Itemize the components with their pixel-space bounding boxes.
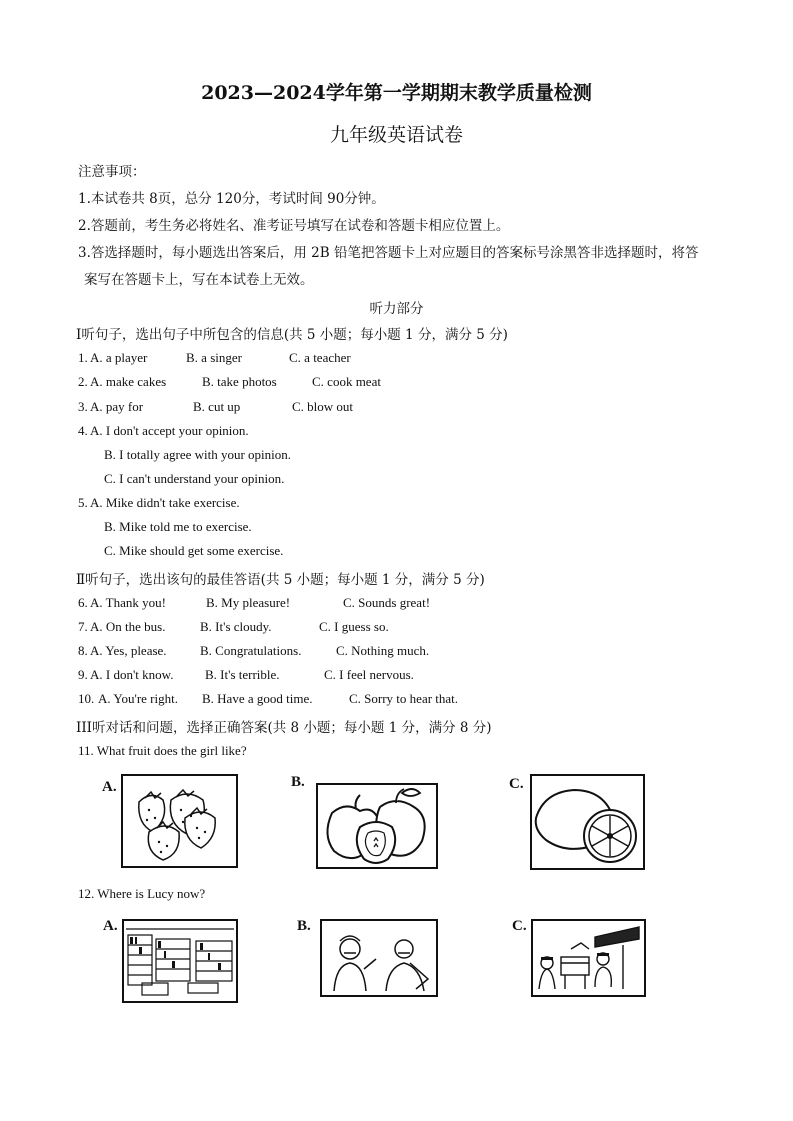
section-title: 听力部分 (369, 301, 424, 317)
hospital-image (320, 919, 438, 997)
page-title: 2023—2024学年第一学期期末教学质量检测 (201, 82, 592, 104)
option-c: C. I feel nervous. (324, 667, 414, 682)
option-a: A. Yes, please. (90, 643, 167, 658)
option-b-label: B. (297, 918, 311, 934)
option-c: C. Sorry to hear that. (349, 691, 459, 706)
question-number: 1. (78, 350, 88, 365)
option-a-label: A. (102, 779, 117, 795)
option-a-label: A. (103, 918, 118, 934)
option-a: A. You're right. (98, 691, 178, 706)
strawberries-image (121, 774, 238, 868)
note-item: 1.本试卷共 8页，总分 120分，考试时间 90分钟。 (78, 191, 385, 207)
note-item: 3.答选择题时，每小题选出答案后，用 2B 铅笔把答题卡上对应题目的答案标号涂黑答非选择题时，将答 (78, 245, 699, 261)
option-c: C. blow out (292, 399, 354, 414)
option-b: B. It's terrible. (205, 667, 280, 682)
option-c: C. I can't understand your opinion. (104, 471, 285, 486)
question-number: 6. (78, 595, 88, 610)
option-b: B. take photos (202, 374, 277, 389)
option-b-label: B. (291, 774, 305, 790)
question-11: 11. What fruit does the girl like? (78, 743, 247, 758)
option-c-label: C. (512, 918, 527, 934)
option-c: C. a teacher (289, 350, 351, 365)
option-c: C. Sounds great! (343, 595, 431, 610)
question-number: 7. (78, 619, 88, 634)
question-number: 4. (78, 423, 88, 438)
part1-heading: Ⅰ听句子，选出句子中所包含的信息(共 5 小题；每小题 1 分，满分 5 分) (76, 327, 508, 343)
option-b: B. cut up (193, 399, 241, 414)
notes-heading: 注意事项： (78, 164, 146, 180)
option-a: A. make cakes (90, 374, 167, 389)
option-c: C. I guess so. (319, 619, 389, 634)
option-b: B. Have a good time. (202, 691, 313, 706)
question-number: 10. (78, 691, 95, 706)
option-b: B. Congratulations. (200, 643, 302, 658)
note-item: 2.答题前，考生务必将姓名、准考证号填写在试卷和答题卡相应位置上。 (78, 218, 510, 234)
option-b: B. Mike told me to exercise. (104, 519, 252, 534)
question-number: 5. (78, 495, 88, 510)
option-b: B. a singer (186, 350, 242, 365)
question-number: 3. (78, 399, 88, 414)
question-number: 8. (78, 643, 88, 658)
apples-image (316, 783, 438, 869)
option-b: B. My pleasure! (206, 595, 291, 610)
option-b: B. I totally agree with your opinion. (104, 447, 292, 462)
question-number: 2. (78, 374, 88, 389)
option-a: A. pay for (90, 399, 144, 414)
question-number: 9. (78, 667, 88, 682)
part2-heading: Ⅱ听句子，选出该句的最佳答语(共 5 小题；每小题 1 分，满分 5 分) (76, 572, 485, 588)
question-12: 12. Where is Lucy now? (78, 886, 206, 901)
option-c: C. Mike should get some exercise. (104, 543, 284, 558)
option-a: A. a player (90, 350, 148, 365)
note-item: 案写在答题卡上，写在本试卷上无效。 (84, 272, 314, 288)
lemons-image (530, 774, 645, 870)
option-c-label: C. (509, 776, 524, 792)
option-a: A. I don't accept your opinion. (90, 423, 249, 438)
library-image (122, 919, 238, 1003)
part3-heading: III听对话和问题，选择正确答案(共 8 小题；每小题 1 分，满分 8 分) (76, 720, 492, 736)
option-a: A. On the bus. (90, 619, 166, 634)
option-a: A. Thank you! (90, 595, 166, 610)
option-a: A. Mike didn't take exercise. (90, 495, 240, 510)
option-c: C. cook meat (312, 374, 381, 389)
option-a: A. I don't know. (90, 667, 174, 682)
option-b: B. It's cloudy. (200, 619, 272, 634)
page-subtitle: 九年级英语试卷 (329, 124, 463, 146)
classroom-image (531, 919, 646, 997)
option-c: C. Nothing much. (336, 643, 430, 658)
